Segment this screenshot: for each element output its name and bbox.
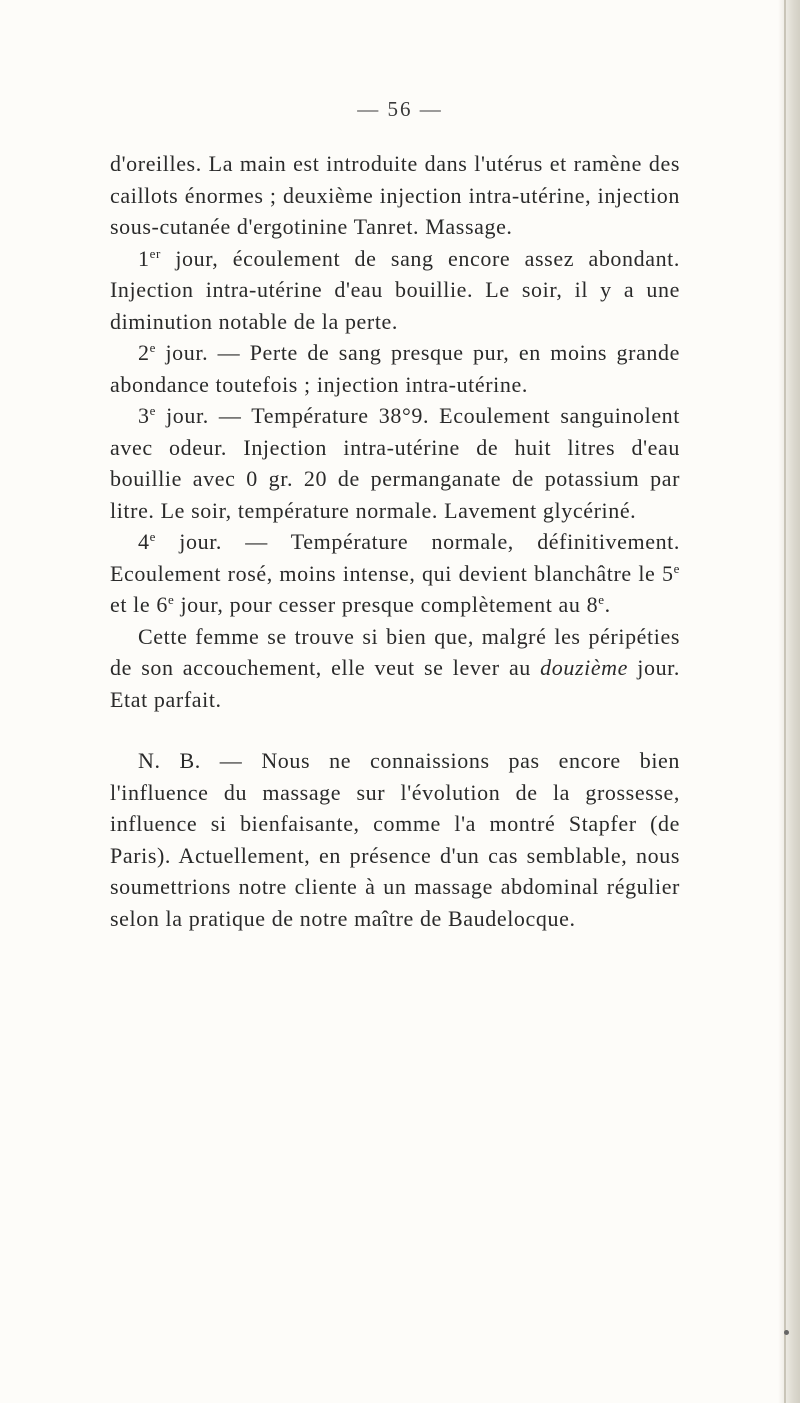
page-number: — 56 — bbox=[357, 97, 443, 121]
paragraph-day-2 bbox=[110, 337, 680, 400]
text-run: jour, pour cesser presque complètement au 8 bbox=[174, 592, 599, 617]
body-text bbox=[110, 148, 680, 934]
day-number: 3 bbox=[138, 403, 150, 428]
day-number: 4 bbox=[138, 529, 150, 554]
ordinal-suffix: e bbox=[149, 340, 156, 355]
paragraph-day-1 bbox=[110, 243, 680, 338]
paragraph-1 bbox=[110, 148, 680, 243]
text-run: et le 6 bbox=[110, 592, 168, 617]
text-run: d'oreilles. La main est introduite dans l'utérus et ramène des caillots énormes ; deuxième injection intra-utérine, injection sous-cutanée d'ergotinine Tanret. Massage. bbox=[110, 151, 680, 239]
day-number: 2 bbox=[138, 340, 150, 365]
emphasis-text: douzième bbox=[540, 655, 629, 680]
paragraph-day-3 bbox=[110, 400, 680, 526]
text-run: jour. Etat parfait. bbox=[110, 655, 680, 712]
ordinal-suffix: e bbox=[167, 592, 175, 607]
day-number: 1 bbox=[138, 245, 150, 271]
page-edge-line bbox=[784, 0, 786, 1403]
text-run: Cette femme se trouve si bien que, malgré les péripéties de son accouchement, elle veut se lever au bbox=[110, 623, 680, 680]
text-run: jour. — Perte de sang presque pur, en moins grande abondance toutefois ; injection intra-utérine. bbox=[110, 340, 680, 397]
paragraph-outcome bbox=[110, 621, 680, 716]
ordinal-suffix: er bbox=[149, 245, 161, 261]
text-run: jour. — Température normale, définitivement. Ecoulement rosé, moins intense, qui devient blanchâtre le 5 bbox=[110, 529, 680, 586]
text-run: . bbox=[604, 592, 611, 617]
ordinal-suffix: e bbox=[149, 403, 156, 418]
ordinal-suffix: e bbox=[673, 560, 680, 576]
text-run: N. B. — Nous ne connaissions pas encore bien l'influence du massage sur l'évolution de la grossesse, influence si bienfaisante, comme l'a montré Stapfer (de Paris). Actuellement, en présence d'un cas semblable, nous soumettrions notre cliente à un massage abdominal régulier selon la pratique de notre maître de Baudelocque. bbox=[110, 748, 680, 931]
ordinal-suffix: e bbox=[598, 592, 605, 607]
ordinal-suffix: e bbox=[149, 529, 156, 544]
text-run: jour, écoulement de sang encore assez abondant. Injection intra-utérine d'eau bouillie. Le soir, il y a une diminution notable de la perte. bbox=[110, 245, 680, 334]
page-edge-shadow bbox=[778, 0, 800, 1403]
paragraph-note bbox=[110, 745, 680, 934]
ink-speck bbox=[784, 1330, 789, 1335]
text-run: jour. — Température 38°9. Ecoulement sanguinolent avec odeur. Injection intra-utérine de huit litres d'eau bouillie avec 0 gr. 20 de permanganate de potassium par litre. Le soir, température normale. Lavement glycériné. bbox=[110, 403, 680, 523]
paragraph-day-4 bbox=[110, 526, 680, 621]
